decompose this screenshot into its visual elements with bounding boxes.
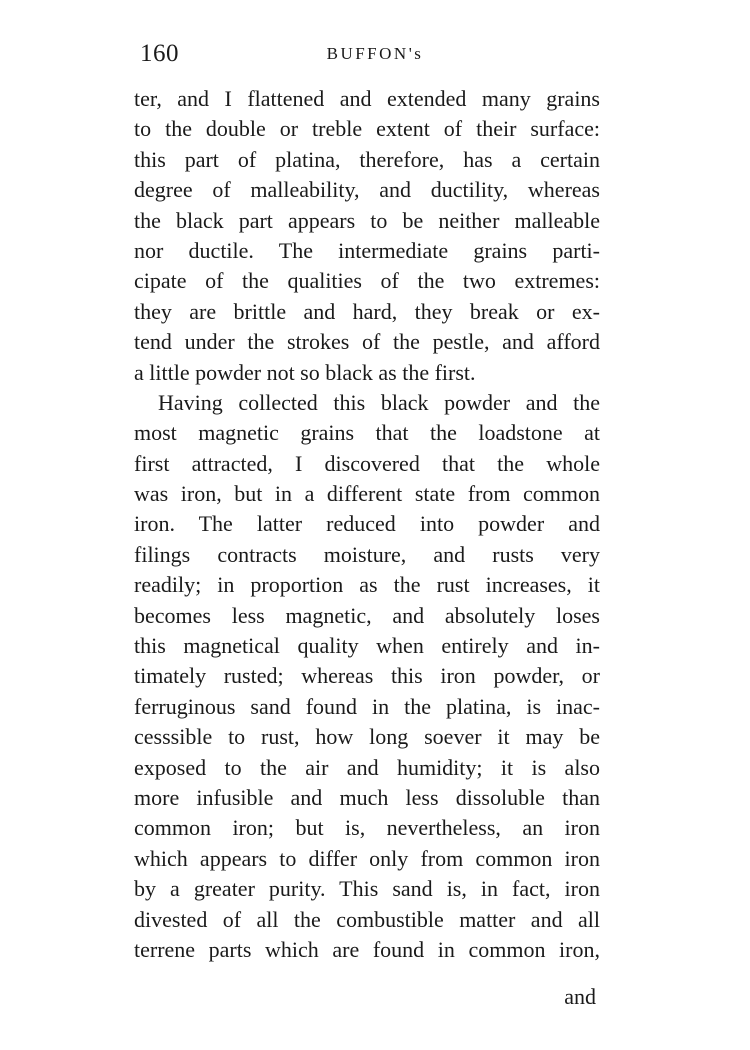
- text-line: becomes less magnetic, and absolutely loses: [134, 602, 600, 628]
- text-line: cipate of the qualities of the two extremes:: [134, 268, 600, 294]
- text-line: this magnetical quality when entirely and in-: [134, 633, 600, 659]
- running-head: BUFFON's: [326, 44, 424, 63]
- catchword: and: [564, 984, 596, 1009]
- paragraph-first-line: Having collected this black powder and the: [158, 389, 600, 415]
- text-line: they are brittle and hard, they break or ex-: [134, 298, 600, 324]
- text-line: timately rusted; whereas this iron powder, or: [134, 663, 600, 689]
- text-line: the black part appears to be neither malleable: [134, 207, 600, 233]
- text-line: to the double or treble extent of their surface:: [134, 116, 600, 142]
- body-text: [134, 84, 600, 965]
- page-number: 160: [140, 40, 179, 67]
- text-line: tend under the strokes of the pestle, and afford: [134, 329, 600, 355]
- text-line: first attracted, I discovered that the whole: [134, 450, 600, 476]
- text-line: cesssible to rust, how long soever it may be: [134, 724, 600, 750]
- text-line: degree of malleability, and ductility, whereas: [134, 177, 600, 203]
- text-line: terrene parts which are found in common iron,: [134, 936, 600, 962]
- text-line: readily; in proportion as the rust increases, it: [134, 572, 600, 598]
- text-line: nor ductile. The intermediate grains parti-: [134, 237, 600, 263]
- text-line: by a greater purity. This sand is, in fact, iron: [134, 876, 600, 902]
- text-line: was iron, but in a different state from common: [134, 481, 600, 507]
- text-line: ferruginous sand found in the platina, is inac-: [134, 693, 600, 719]
- text-line: most magnetic grains that the loadstone at: [134, 420, 600, 446]
- text-line: ter, and I flattened and extended many grains: [134, 86, 600, 111]
- text-line: this part of platina, therefore, has a certain: [134, 146, 600, 172]
- text-line: iron. The latter reduced into powder and: [134, 511, 600, 537]
- paragraph-end-line: a little powder not so black as the first.: [134, 359, 476, 385]
- text-line: exposed to the air and humidity; it is also: [134, 754, 600, 780]
- text-line: divested of all the combustible matter and all: [134, 906, 600, 932]
- text-line: which appears to differ only from common iron: [134, 845, 600, 871]
- text-line: more infusible and much less dissoluble than: [134, 784, 600, 810]
- text-line: common iron; but is, nevertheless, an iron: [134, 815, 600, 841]
- text-line: filings contracts moisture, and rusts very: [134, 541, 600, 567]
